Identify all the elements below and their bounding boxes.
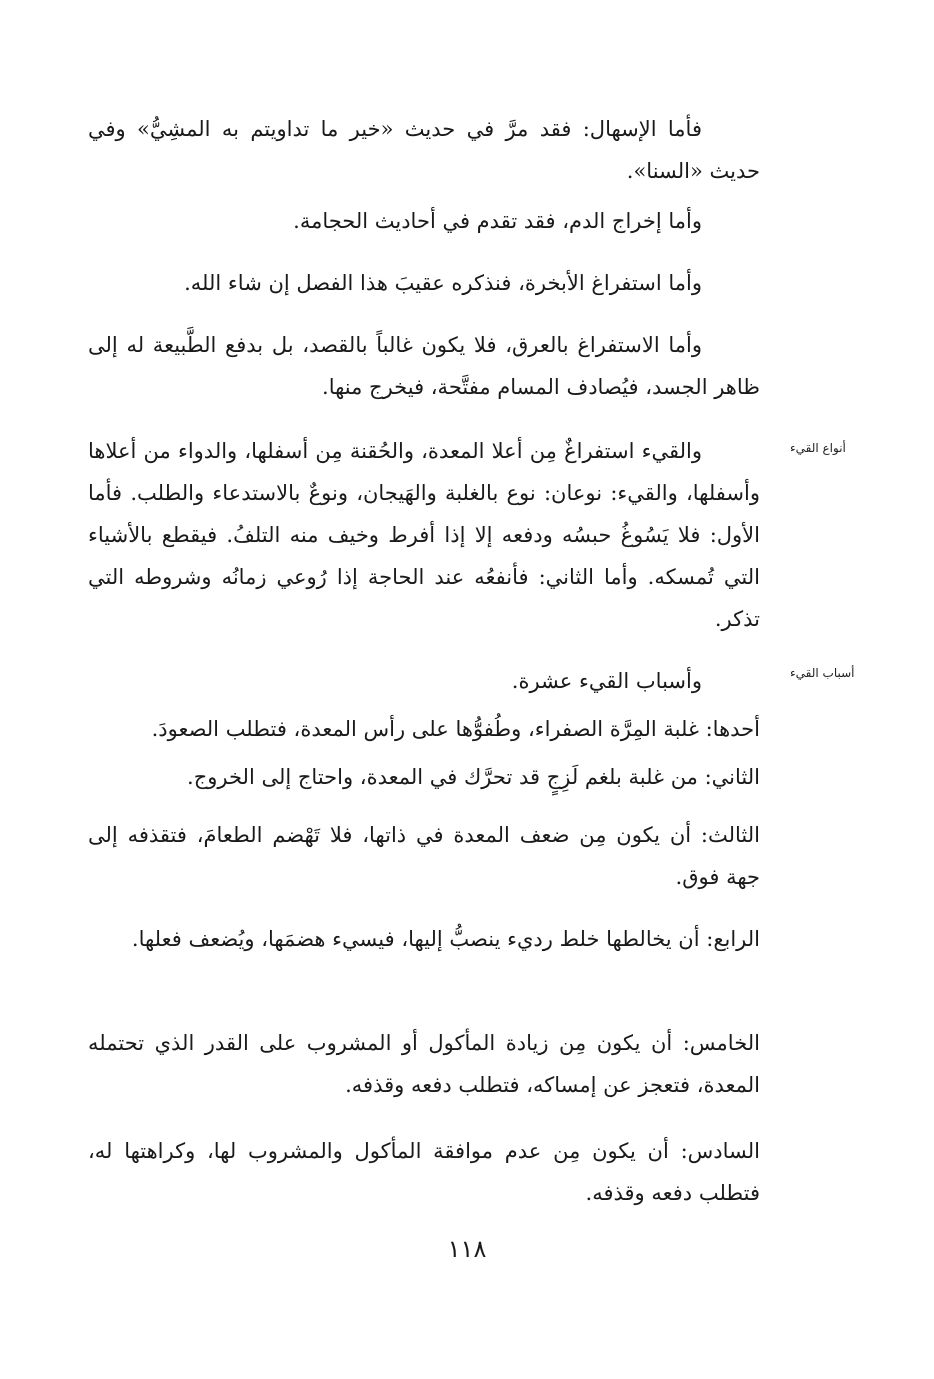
- paragraph-cause-fourth: الرابع: أن يخالطها خلط رديء ينصبُّ إليها، فيسيء هضمَها، ويُضعف فعلها.: [131, 927, 760, 951]
- paragraph-cause-first: أحدها: غلبة المِرَّة الصفراء، وطُفوُّها على رأس المعدة، فتطلب الصعودَ.: [151, 717, 760, 741]
- paragraph-cause-second: الثاني: من غلبة بلغم لَزِجٍ قد تحرَّك في المعدة، واحتاج إلى الخروج.: [187, 765, 760, 789]
- paragraph-sweating: وأما الاستفراغ بالعرق، فلا يكون غالباً بالقصد، بل بدفع الطَّبيعة له إلى ظاهر الجسد، فيُصادف المسام مفتَّحة، فيخرج منها.: [88, 333, 760, 399]
- margin-note-vomit-types: أنواع القيء: [790, 441, 846, 455]
- paragraph-bloodletting: وأما إخراج الدم، فقد تقدم في أحاديث الحجامة.: [293, 209, 702, 233]
- paragraph-vapors: وأما استفراغ الأبخرة، فنذكره عقيبَ هذا الفصل إن شاء الله.: [184, 271, 702, 295]
- paragraph-cause-fifth: الخامس: أن يكون مِن زيادة المأكول أو المشروب على القدر الذي تحتمله المعدة، فتعجز عن إمساكه، فتطلب دفعه وقذفه.: [88, 1031, 760, 1097]
- paragraph-cause-third: الثالث: أن يكون مِن ضعف المعدة في ذاتها، فلا تَهْضم الطعامَ، فتقذفه إلى جهة فوق.: [88, 823, 760, 889]
- paragraph-vomit-types: والقيء استفراغٌ مِن أعلا المعدة، والحُقنة مِن أسفلها، والدواء من أعلاها وأسفلها، والقيء: نوعان: نوع بالغلبة والهَيجان، ونوعٌ بالاستدعاء والطلب. فأما الأول: فلا يَسُوغُ حبسُه ودفعه إلا إذا أفرط وخيف منه التلفُ. فيقطع بالأشياء التي تُمسكه. وأما الثاني: فأنفعُه عند الحاجة إذا رُوعي زمانُه وشروطه التي تذكر.: [88, 439, 760, 631]
- page-number: ١١٨: [447, 1235, 487, 1263]
- paragraph-purging: فأما الإسهال: فقد مرَّ في حديث «خير ما تداويتم به المشِيُّ» وفي حديث «السنا».: [88, 117, 760, 183]
- paragraph-vomit-causes-intro: وأسباب القيء عشرة.: [511, 669, 702, 693]
- margin-note-vomit-causes: أسباب القيء: [790, 666, 855, 680]
- paragraph-cause-sixth: السادس: أن يكون مِن عدم موافقة المأكول والمشروب لها، وكراهتها له، فتطلب دفعه وقذفه.: [88, 1139, 760, 1205]
